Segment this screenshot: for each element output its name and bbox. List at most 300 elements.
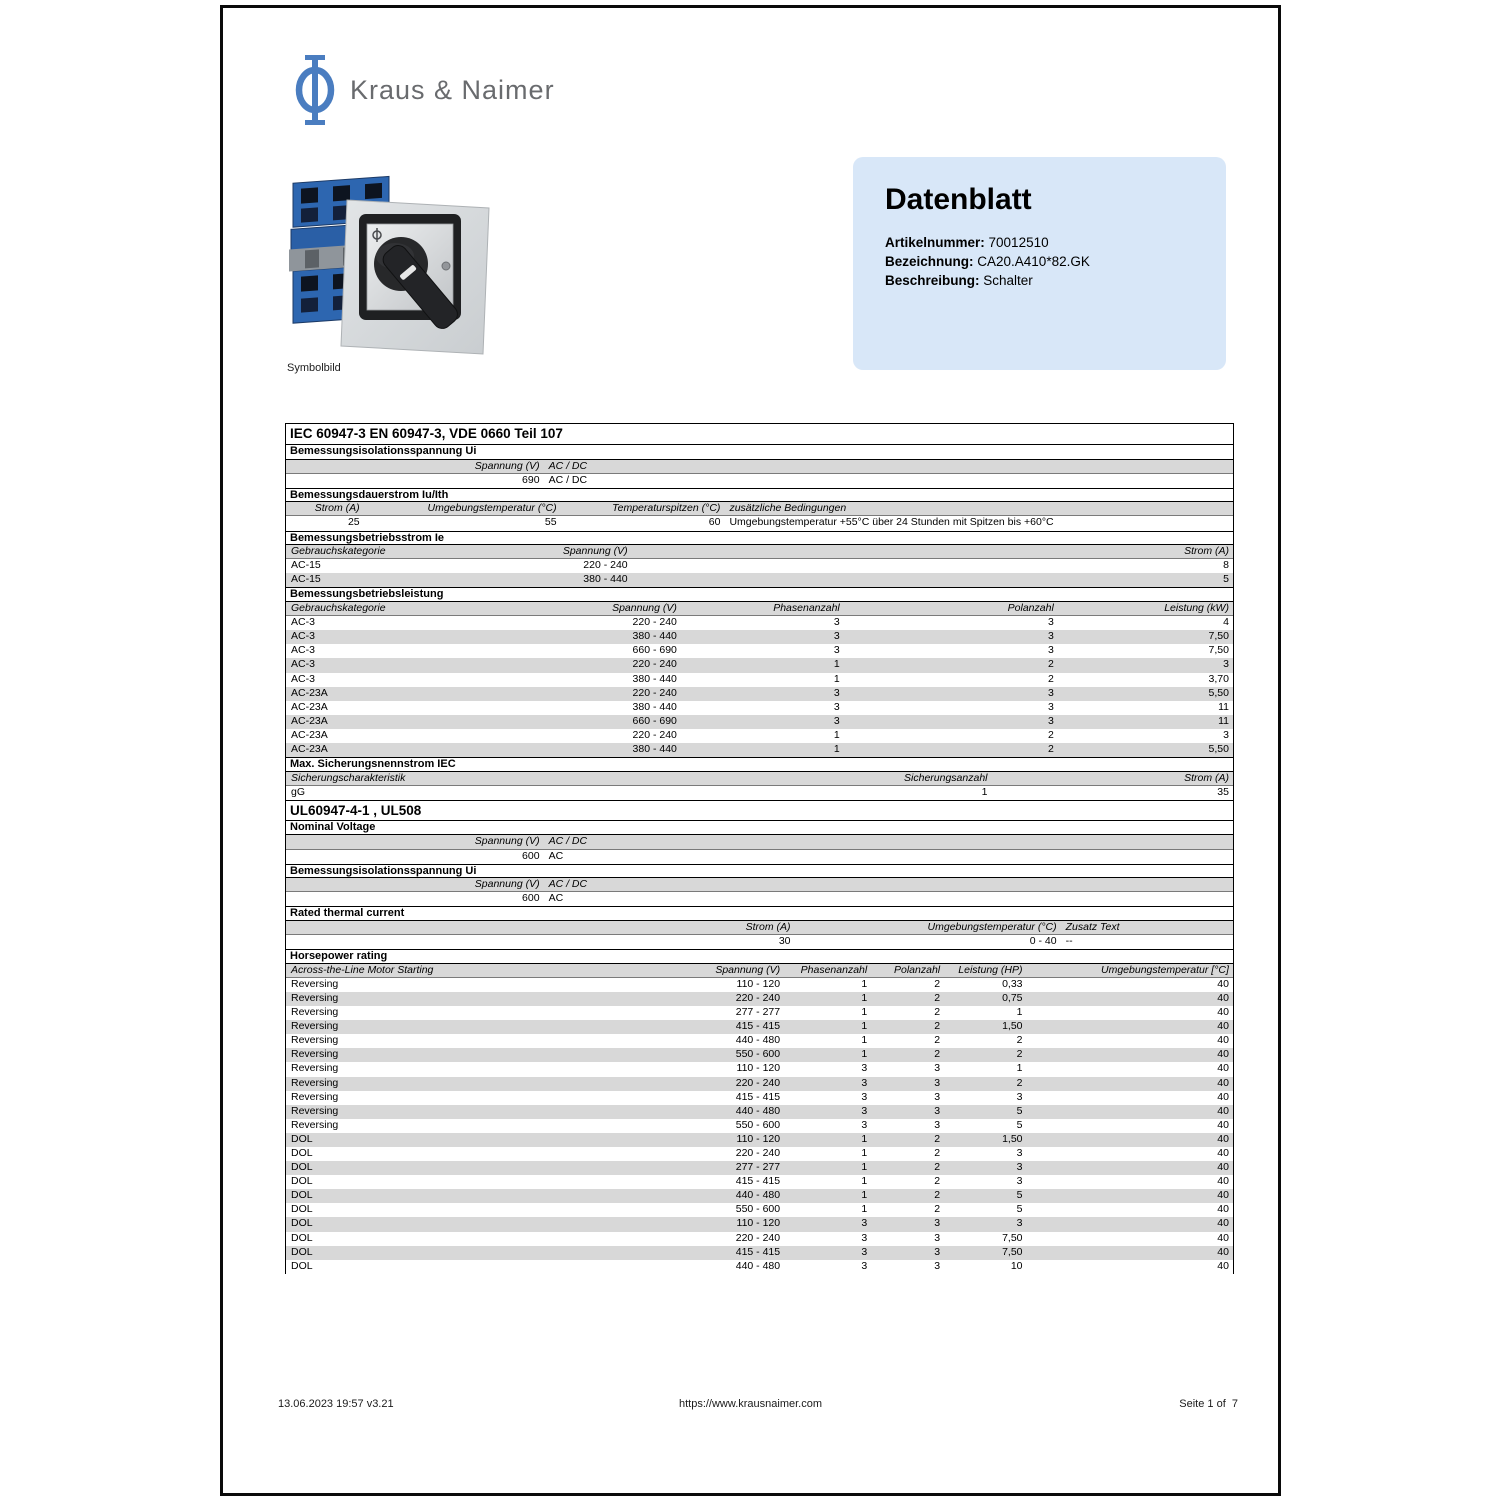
table-cell: 40 <box>1217 1132 1229 1145</box>
faceplate-screw <box>442 262 450 270</box>
column-header-cell: Strom (A) <box>1184 545 1229 558</box>
column-header-cell: Spannung (V) <box>474 878 540 891</box>
table-row <box>286 978 1233 992</box>
table-cell: 40 <box>1217 1104 1229 1117</box>
column-header-cell: Polanzahl <box>1007 602 1054 615</box>
table-row <box>286 573 1233 587</box>
table-cell: 3 <box>1016 1175 1023 1188</box>
table-cell: 1 <box>861 1147 868 1159</box>
column-header-cell: Umgebungstemperatur (°C) <box>927 921 1057 933</box>
footer-page-number: Seite 1 of 7 <box>1179 1398 1238 1410</box>
column-header-cell: Spannung (V) <box>562 545 628 558</box>
table-row <box>286 1175 1233 1189</box>
column-header-cell: Strom (A) <box>314 502 360 515</box>
table-cell: 3 <box>1047 686 1054 699</box>
column-header-cell: Spannung (V) <box>715 963 781 976</box>
section-title-row: UL60947-4-1 , UL508 <box>286 800 1233 821</box>
infobox-fields <box>885 233 1196 290</box>
table-cell: AC / DC <box>548 473 588 486</box>
table-cell: 2 <box>934 1006 941 1019</box>
field-value: CA20.A410*82.GK <box>973 254 1090 269</box>
table-cell: 220 - 240 <box>735 991 781 1004</box>
table-cell: 440 - 480 <box>735 1259 781 1272</box>
table-cell: 2 <box>934 1161 941 1174</box>
table-cell: 2 <box>1047 742 1054 755</box>
datasheet-page <box>220 5 1281 1496</box>
infobox-field <box>885 252 1196 271</box>
field-label: Artikelnummer: <box>885 235 985 250</box>
column-header-cell: Leistung (HP) <box>958 963 1023 976</box>
table-cell: 40 <box>1217 1217 1229 1230</box>
table-cell: 2 <box>934 1020 941 1033</box>
field-label: Beschreibung: <box>885 273 980 288</box>
table-cell: 3 <box>861 1231 868 1244</box>
table-cell: 0,75 <box>1002 991 1023 1004</box>
table-cell: 3 <box>1047 630 1054 643</box>
table-cell: DOL <box>291 1231 313 1244</box>
table-cell: 4 <box>1223 616 1229 629</box>
table-cell: 3 <box>1016 1090 1023 1103</box>
table-cell: AC-23A <box>291 714 328 727</box>
column-header-cell: Temperaturspitzen (°C) <box>612 502 721 515</box>
column-header-cell: Across-the-Line Motor Starting <box>291 963 434 976</box>
table-cell: 1 <box>861 1006 868 1019</box>
table-row <box>286 1048 1233 1062</box>
table-cell: 415 - 415 <box>735 1245 781 1258</box>
table-cell: 30 <box>778 935 791 948</box>
table-row <box>286 1161 1233 1175</box>
table-cell: 2 <box>1047 658 1054 671</box>
table-cell: 3 <box>934 1245 941 1258</box>
column-header-cell: Gebrauchskategorie <box>291 602 386 615</box>
table-row <box>286 1119 1233 1133</box>
table-cell: 2 <box>1047 672 1054 685</box>
table-cell: 1 <box>861 1132 868 1145</box>
table-cell: 40 <box>1217 1020 1229 1033</box>
table-cell: 415 - 415 <box>735 1090 781 1103</box>
table-row <box>286 701 1233 715</box>
table-cell: 3 <box>934 1217 941 1230</box>
table-cell: 5,50 <box>1208 742 1229 755</box>
table-cell: 3 <box>1016 1147 1023 1159</box>
table-row <box>286 935 1233 949</box>
table-cell: Reversing <box>291 991 339 1004</box>
table-cell: DOL <box>291 1189 313 1202</box>
table-cell: 220 - 240 <box>632 686 677 699</box>
table-cell: 1 <box>861 1048 868 1061</box>
column-header-cell: Spannung (V) <box>474 835 540 848</box>
table-cell: 11 <box>1218 700 1229 713</box>
table-row <box>286 892 1233 906</box>
product-image <box>281 154 493 362</box>
table-cell: AC <box>548 892 564 905</box>
table-cell: 1 <box>861 991 868 1004</box>
kraus-naimer-logo-icon <box>295 54 335 126</box>
table-cell: 220 - 240 <box>735 1231 781 1244</box>
table-cell: 550 - 600 <box>735 1048 781 1061</box>
table-row <box>286 715 1233 729</box>
table-row <box>286 1203 1233 1217</box>
table-cell: 40 <box>1217 1259 1229 1272</box>
table-cell: 2 <box>934 1034 941 1047</box>
table-cell: gG <box>291 785 306 798</box>
table-cell: 40 <box>1217 1118 1229 1131</box>
column-header-cell: Sicherungscharakteristik <box>291 771 406 784</box>
table-cell: 3 <box>1016 1217 1023 1230</box>
section-title-row: Rated thermal current <box>286 906 1233 921</box>
table-cell: 440 - 480 <box>735 1104 781 1117</box>
table-cell: 5 <box>1016 1203 1023 1216</box>
column-header-cell: Strom (A) <box>1184 771 1229 784</box>
column-header-row <box>286 772 1233 786</box>
table-cell: 3 <box>1047 616 1054 629</box>
table-cell: 110 - 120 <box>736 1132 781 1145</box>
column-header-cell: Strom (A) <box>745 921 791 933</box>
table-cell: 415 - 415 <box>735 1020 781 1033</box>
table-cell: 220 - 240 <box>735 1147 781 1159</box>
table-cell: Reversing <box>291 1006 339 1019</box>
table-cell: 220 - 240 <box>583 559 628 572</box>
table-cell: Reversing <box>291 1104 339 1117</box>
table-cell: 440 - 480 <box>735 1034 781 1047</box>
table-cell: 1 <box>861 1189 868 1202</box>
table-row <box>286 1091 1233 1105</box>
table-cell: AC-3 <box>291 644 315 657</box>
table-cell: DOL <box>291 1245 313 1258</box>
table-cell: 660 - 690 <box>632 644 677 657</box>
table-cell: 220 - 240 <box>735 1076 781 1089</box>
column-header-cell: Phasenanzahl <box>800 963 868 976</box>
table-cell: 1 <box>861 1203 868 1216</box>
column-header-cell: Polanzahl <box>894 963 941 976</box>
table-cell: DOL <box>291 1132 313 1145</box>
table-cell: 3 <box>833 630 840 643</box>
table-cell: 40 <box>1217 1048 1229 1061</box>
table-cell: 2 <box>934 1175 941 1188</box>
table-cell: 40 <box>1217 1245 1229 1258</box>
table-cell: 7,50 <box>1002 1231 1023 1244</box>
table-cell: 2 <box>1016 1034 1023 1047</box>
brand-header <box>295 54 555 126</box>
table-cell: 110 - 120 <box>736 1217 781 1230</box>
table-cell: 5 <box>1016 1189 1023 1202</box>
section-title-row: Bemessungsisolationsspannung Ui <box>286 445 1233 460</box>
table-cell: 40 <box>1217 1189 1229 1202</box>
table-cell: AC-3 <box>291 630 315 643</box>
column-header-row <box>286 878 1233 892</box>
table-row <box>286 1133 1233 1147</box>
column-header-row <box>286 602 1233 616</box>
datasheet-infobox <box>853 157 1226 370</box>
table-cell: 3 <box>861 1245 868 1258</box>
table-cell: 3 <box>934 1104 941 1117</box>
column-header-cell: Spannung (V) <box>612 602 677 615</box>
table-cell: 1,50 <box>1002 1020 1023 1033</box>
table-cell: 415 - 415 <box>735 1175 781 1188</box>
table-cell: DOL <box>291 1147 313 1159</box>
field-value: 70012510 <box>984 235 1049 250</box>
table-cell: 220 - 240 <box>632 728 677 741</box>
table-cell: Reversing <box>291 977 339 990</box>
table-cell: 1 <box>833 658 840 671</box>
table-cell: 35 <box>1217 785 1229 798</box>
table-cell: 7,50 <box>1208 644 1229 657</box>
section-title-row: Max. Sicherungsnennstrom IEC <box>286 757 1233 772</box>
table-cell: 380 - 440 <box>632 672 677 685</box>
table-cell: 0 - 40 <box>1029 935 1057 948</box>
table-cell: 277 - 277 <box>735 1161 781 1174</box>
column-header-cell: Sicherungsanzahl <box>904 771 988 784</box>
table-cell: 550 - 600 <box>735 1203 781 1216</box>
column-header-row <box>286 545 1233 559</box>
table-cell: DOL <box>291 1175 313 1188</box>
column-header-row <box>286 921 1233 935</box>
column-header-cell: Umgebungstemperatur [°C] <box>1101 963 1229 976</box>
table-cell: 3 <box>1047 714 1054 727</box>
table-cell: 660 - 690 <box>632 714 677 727</box>
table-row <box>286 743 1233 757</box>
table-row <box>286 644 1233 658</box>
table-cell: 2 <box>934 1147 941 1159</box>
table-cell: Reversing <box>291 1034 339 1047</box>
field-value: Schalter <box>979 273 1033 288</box>
table-cell: 440 - 480 <box>735 1189 781 1202</box>
table-row <box>286 559 1233 573</box>
table-cell: 1 <box>833 672 840 685</box>
table-cell: Reversing <box>291 1118 339 1131</box>
table-cell: 3 <box>934 1090 941 1103</box>
table-cell: AC-23A <box>291 686 328 699</box>
table-cell: Reversing <box>291 1076 339 1089</box>
spec-table <box>285 423 1234 1274</box>
section-title-row: Bemessungsbetriebsstrom Ie <box>286 531 1233 546</box>
column-header-row <box>286 835 1233 849</box>
column-header-cell: Leistung (kW) <box>1164 602 1229 615</box>
table-cell: 3 <box>1223 658 1229 671</box>
column-header-cell: AC / DC <box>548 459 588 472</box>
table-cell: 1 <box>1016 1006 1023 1019</box>
table-cell: 600 <box>522 892 540 905</box>
column-header-row <box>286 502 1233 516</box>
table-cell: 3 <box>861 1118 868 1131</box>
table-cell: 40 <box>1217 1062 1229 1075</box>
table-cell: 600 <box>522 849 540 862</box>
table-row <box>286 1020 1233 1034</box>
table-cell: 220 - 240 <box>632 658 677 671</box>
table-row <box>286 850 1233 864</box>
table-cell: 7,50 <box>1002 1245 1023 1258</box>
table-cell: DOL <box>291 1259 313 1272</box>
table-cell: 3 <box>833 700 840 713</box>
table-row <box>286 673 1233 687</box>
table-cell: 2 <box>934 1189 941 1202</box>
table-cell: 40 <box>1217 1231 1229 1244</box>
column-header-cell: Spannung (V) <box>474 459 540 472</box>
table-cell: DOL <box>291 1217 313 1230</box>
table-cell: 690 <box>522 473 540 486</box>
table-cell: 3 <box>1047 644 1054 657</box>
table-cell: 1 <box>833 728 840 741</box>
table-cell: 110 - 120 <box>736 977 781 990</box>
column-header-row <box>286 460 1233 474</box>
table-cell: 40 <box>1217 977 1229 990</box>
table-cell: 60 <box>708 516 721 529</box>
table-cell: 3 <box>934 1118 941 1131</box>
table-cell: 40 <box>1217 1006 1229 1019</box>
table-cell: 3 <box>861 1062 868 1075</box>
table-cell: 40 <box>1217 1076 1229 1089</box>
table-cell: 1 <box>861 1175 868 1188</box>
column-header-cell: zusätzliche Bedingungen <box>729 502 847 515</box>
table-row <box>286 1189 1233 1203</box>
brand-name: Kraus & Naimer <box>350 74 555 105</box>
column-header-cell: Zusatz Text <box>1065 921 1120 933</box>
table-cell: 2 <box>934 1203 941 1216</box>
table-cell: 380 - 440 <box>632 700 677 713</box>
table-row <box>286 992 1233 1006</box>
table-cell: 3 <box>833 714 840 727</box>
table-row <box>286 658 1233 672</box>
table-cell: 1 <box>861 977 868 990</box>
section-title-row: Horsepower rating <box>286 949 1233 964</box>
table-cell: 3 <box>1047 700 1054 713</box>
table-row <box>286 1217 1233 1231</box>
table-cell: 40 <box>1217 1034 1229 1047</box>
table-cell: AC-23A <box>291 742 328 755</box>
column-header-cell: Umgebungstemperatur (°C) <box>427 502 557 515</box>
table-cell: AC-23A <box>291 700 328 713</box>
field-label: Bezeichnung: <box>885 254 974 269</box>
table-cell: 2 <box>934 1132 941 1145</box>
section-title-row: Bemessungsisolationsspannung Ui <box>286 864 1233 879</box>
table-cell: 1 <box>1016 1062 1023 1075</box>
table-cell: 3 <box>861 1104 868 1117</box>
table-cell: 2 <box>1016 1076 1023 1089</box>
table-cell: 3 <box>934 1259 941 1272</box>
table-cell: 110 - 120 <box>736 1062 781 1075</box>
table-row <box>286 616 1233 630</box>
table-cell: 380 - 440 <box>632 630 677 643</box>
infobox-title: Datenblatt <box>885 183 1032 216</box>
table-cell: 3 <box>833 644 840 657</box>
table-cell: DOL <box>291 1161 313 1174</box>
table-cell: 40 <box>1217 1175 1229 1188</box>
table-cell: 3 <box>1016 1161 1023 1174</box>
table-cell: 3 <box>934 1231 941 1244</box>
table-cell: 5 <box>1016 1118 1023 1131</box>
table-cell: 40 <box>1217 1090 1229 1103</box>
table-cell: 0,33 <box>1002 977 1023 990</box>
infobox-field <box>885 271 1196 290</box>
table-cell: 5 <box>1223 573 1229 586</box>
table-cell: 40 <box>1217 1147 1229 1159</box>
column-header-cell: AC / DC <box>548 878 588 891</box>
table-row <box>286 1147 1233 1161</box>
table-cell: 3 <box>861 1259 868 1272</box>
footer-url-link[interactable]: https://www.krausnaimer.com <box>678 1398 823 1410</box>
column-header-cell: AC / DC <box>548 835 588 848</box>
table-cell: Reversing <box>291 1062 339 1075</box>
table-cell: 1 <box>861 1161 868 1174</box>
table-cell: 2 <box>934 1048 941 1061</box>
table-cell: 10 <box>1010 1259 1023 1272</box>
table-cell: 550 - 600 <box>735 1118 781 1131</box>
section-title-row: Nominal Voltage <box>286 821 1233 836</box>
table-cell: AC-3 <box>291 616 315 629</box>
table-row <box>286 1006 1233 1020</box>
table-cell: 1 <box>833 742 840 755</box>
table-cell: 7,50 <box>1208 630 1229 643</box>
table-cell: 11 <box>1218 714 1229 727</box>
table-cell: AC-3 <box>291 658 315 671</box>
table-cell: 2 <box>934 991 941 1004</box>
table-cell: -- <box>1065 935 1073 948</box>
table-row <box>286 474 1233 488</box>
table-cell: 3 <box>861 1217 868 1230</box>
table-cell: 3 <box>934 1062 941 1075</box>
column-header-row <box>286 964 1233 978</box>
table-row <box>286 1246 1233 1260</box>
table-cell: 380 - 440 <box>632 742 677 755</box>
table-cell: 380 - 440 <box>583 573 628 586</box>
table-cell: 3 <box>833 686 840 699</box>
table-row <box>286 1260 1233 1274</box>
section-title-row: Bemessungsdauerstrom Iu/Ith <box>286 488 1233 503</box>
table-cell: 2 <box>1047 728 1054 741</box>
table-cell: AC <box>548 849 564 862</box>
table-cell: 40 <box>1217 1161 1229 1174</box>
table-row <box>286 630 1233 644</box>
table-cell: 3 <box>934 1076 941 1089</box>
table-row <box>286 729 1233 743</box>
table-cell: 1 <box>861 1020 868 1033</box>
table-row <box>286 1232 1233 1246</box>
table-cell: Reversing <box>291 1048 339 1061</box>
table-cell: 40 <box>1217 991 1229 1004</box>
table-cell: AC-23A <box>291 728 328 741</box>
table-cell: 3 <box>861 1090 868 1103</box>
section-title-row: IEC 60947-3 EN 60947-3, VDE 0660 Teil 107 <box>286 424 1233 445</box>
table-cell: 3,70 <box>1208 672 1229 685</box>
table-cell: Umgebungstemperatur +55°C über 24 Stunden mit Spitzen bis +60°C <box>729 516 1054 529</box>
table-cell: 55 <box>544 516 557 529</box>
table-row <box>286 516 1233 530</box>
table-cell: Reversing <box>291 1090 339 1103</box>
table-cell: AC-3 <box>291 672 315 685</box>
symbol-image-caption: Symbolbild <box>287 362 341 374</box>
table-cell: 220 - 240 <box>632 616 677 629</box>
table-cell: Reversing <box>291 1020 339 1033</box>
table-cell: DOL <box>291 1203 313 1216</box>
table-cell: AC-15 <box>291 573 321 586</box>
table-row <box>286 1105 1233 1119</box>
table-row <box>286 1077 1233 1091</box>
table-cell: 5 <box>1016 1104 1023 1117</box>
table-cell: 277 - 277 <box>735 1006 781 1019</box>
table-cell: 2 <box>1016 1048 1023 1061</box>
table-row <box>286 687 1233 701</box>
section-title-row: Bemessungsbetriebsleistung <box>286 587 1233 602</box>
table-cell: 8 <box>1223 559 1229 572</box>
table-cell: 3 <box>861 1076 868 1089</box>
table-row <box>286 1034 1233 1048</box>
column-header-cell: Phasenanzahl <box>773 602 840 615</box>
infobox-field <box>885 233 1196 252</box>
table-cell: 1 <box>981 785 988 798</box>
table-cell: 2 <box>934 977 941 990</box>
table-cell: AC-15 <box>291 559 321 572</box>
table-cell: 1,50 <box>1002 1132 1023 1145</box>
